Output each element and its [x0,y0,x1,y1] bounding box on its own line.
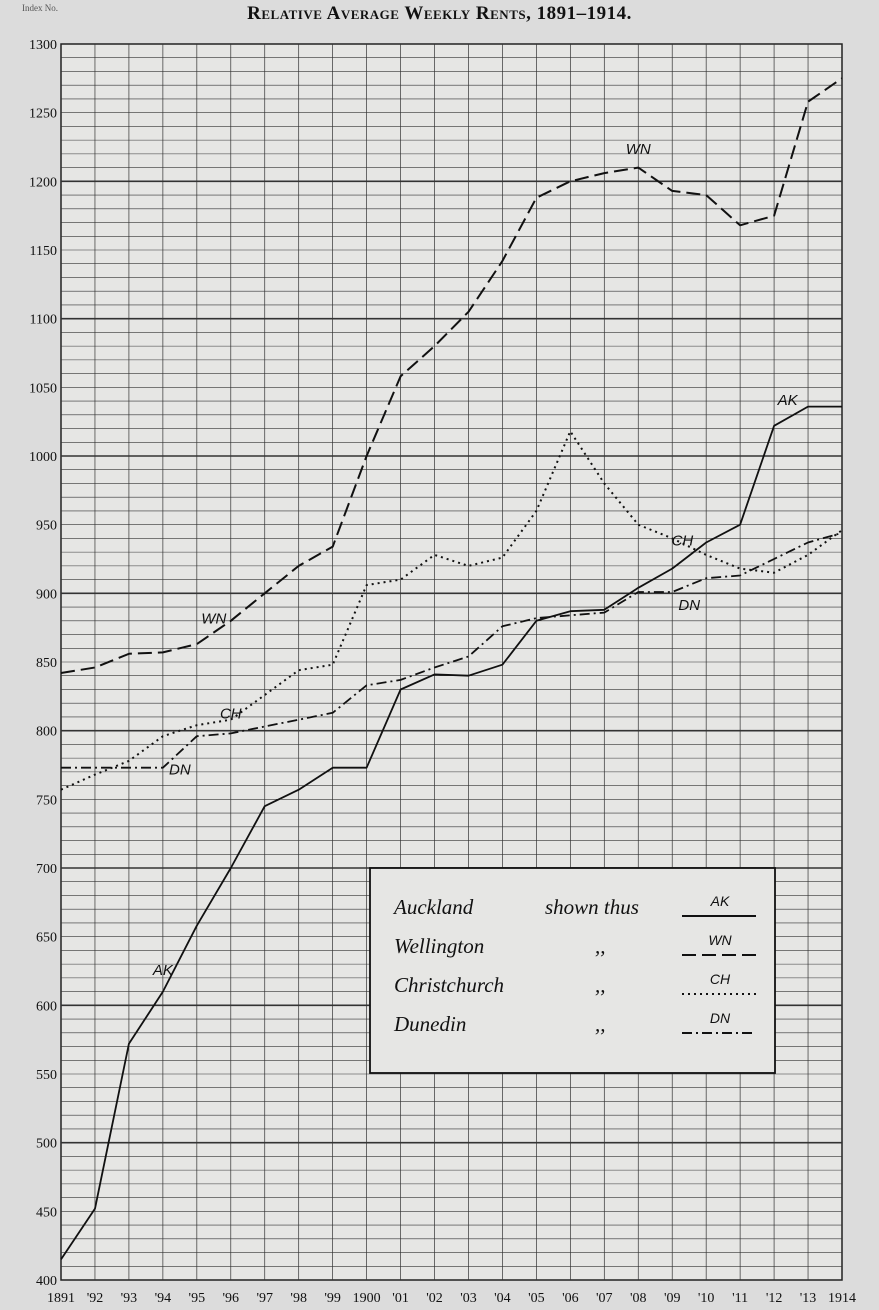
legend-city: Auckland [394,895,474,919]
y-tick-label: 500 [36,1136,57,1152]
y-tick-label: 650 [36,930,57,946]
legend-code-wn: WN [708,932,732,948]
y-tick-label: 1300 [29,38,57,53]
x-tick-label: 1914 [828,1291,856,1306]
legend-code-ak: AK [710,893,730,909]
y-tick-label: 1250 [29,106,57,122]
legend-city: Dunedin [394,1012,467,1036]
x-tick-label: '98 [290,1291,307,1306]
series-label-ak: AK [152,962,173,980]
legend-code-ch: CH [709,971,731,987]
x-tick-label: '03 [460,1291,477,1306]
x-tick-label: '11 [732,1291,749,1306]
chart-title: Relative Average Weekly Rents, 1891–1914. [247,3,632,24]
y-tick-label: 400 [36,1274,57,1289]
y-tick-label: 1150 [29,244,57,259]
x-tick-label: '09 [663,1291,681,1306]
x-tick-label: '01 [392,1291,409,1306]
x-tick-label: '92 [86,1291,104,1306]
y-tick-label: 950 [36,518,57,534]
x-tick-label: '13 [799,1291,817,1306]
x-tick-label: '95 [188,1291,206,1306]
legend-shown: ,, [595,934,606,958]
y-tick-label: 450 [36,1205,57,1221]
x-tick-label: '12 [765,1291,783,1306]
y-tick-label: 850 [36,656,57,671]
x-tick-label: '93 [120,1291,138,1306]
legend-city: Christchurch [394,973,505,997]
legend-city: Wellington [394,934,485,958]
series-label-wn: WN [201,610,227,628]
legend-code-dn: DN [709,1010,731,1026]
y-tick-label: 900 [36,587,57,603]
x-tick-label: '99 [324,1291,341,1306]
x-tick-label: '96 [222,1291,240,1306]
legend-shown: ,, [595,973,606,997]
legend-shown: ,, [595,1012,606,1036]
y-tick-label: 750 [36,793,57,809]
x-tick-label: '97 [256,1291,274,1306]
series-label-ch: CH [671,532,694,550]
x-tick-label: '02 [426,1291,443,1306]
series-label-ch: CH [219,705,242,723]
y-tick-label: 1200 [29,175,57,191]
x-tick-label: '04 [494,1291,511,1306]
series-label-dn: DN [169,761,191,779]
y-tick-label: 1000 [29,450,57,465]
x-tick-label: '07 [596,1291,613,1306]
x-tick-label: '08 [629,1291,647,1306]
series-label-wn: WN [625,140,651,158]
legend-shown: shown thus [545,895,639,919]
x-tick-label: '94 [154,1291,172,1306]
x-tick-label: 1900 [352,1291,381,1306]
x-tick-label: '05 [528,1291,545,1306]
x-tick-label: 1891 [47,1291,75,1306]
y-tick-label: 550 [36,1068,57,1083]
series-label-dn: DN [678,596,701,614]
y-tick-label: 1100 [29,312,57,328]
y-tick-label: 700 [36,862,57,877]
y-axis-label: Index No. [22,3,58,13]
y-tick-label: 800 [36,724,57,740]
series-label-ak: AK [777,392,798,410]
x-tick-label: '06 [562,1291,579,1306]
y-tick-label: 1050 [29,381,57,397]
y-tick-label: 600 [36,999,57,1015]
x-tick-label: '10 [697,1291,715,1306]
